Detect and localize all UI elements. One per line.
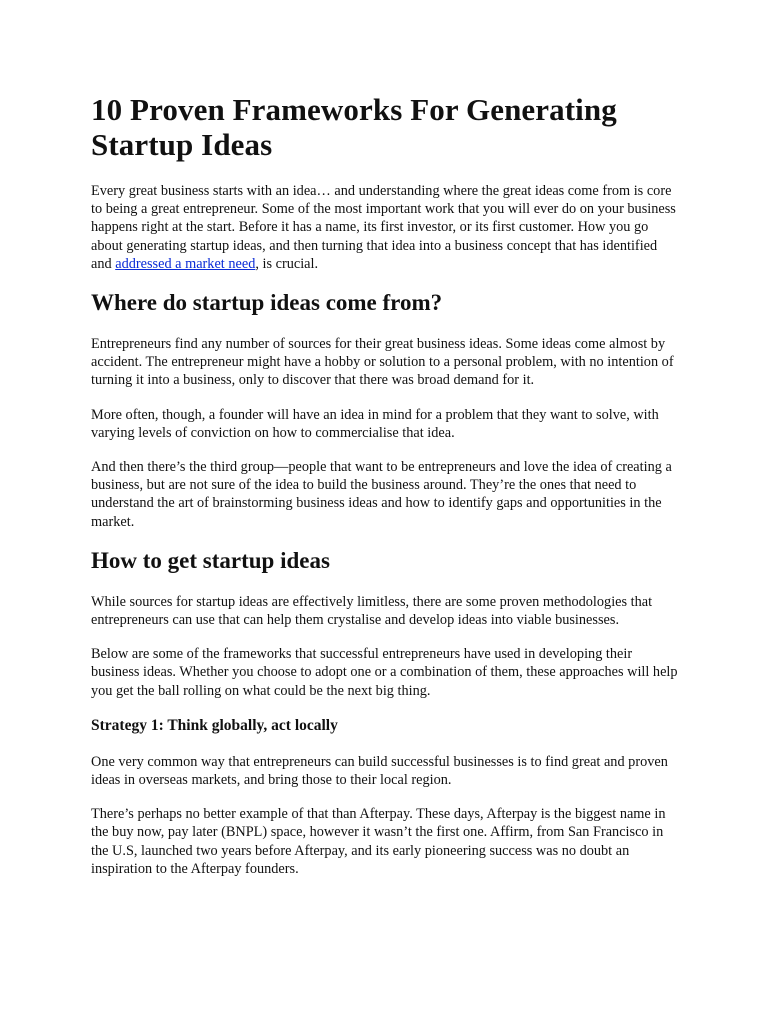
section1-paragraph: More often, though, a founder will have an idea in mind for a problem that they want to solve, with varying levels of conviction on how to commercialise that idea. <box>91 406 659 441</box>
intro-text-before-link: Every great business starts with an idea… and understanding where the great ideas come from is core to being a great entrepreneur. Some of the most important work that you will ever do on your business happens right at the start. Before it has a name, its first investor, or its first customer. How you go about generating startup ideas, and then turning that idea into a business concept that has identified and <box>91 183 676 272</box>
strategy-1-heading: Strategy 1: Think globally, act locally <box>91 716 338 734</box>
section-heading-where-ideas-come-from: Where do startup ideas come from? <box>91 290 443 316</box>
section2-paragraph: While sources for startup ideas are effectively limitless, there are some proven methodologies that entrepreneurs can use that can help them crystalise and develop ideas into viable businesses. <box>91 593 653 629</box>
intro-text-after-link: , is crucial. <box>255 255 319 272</box>
strategy1-paragraph: One very common way that entrepreneurs can build successful businesses is to find great and proven ideas in overseas markets, and bring those to their local region. <box>91 753 668 789</box>
market-need-link[interactable]: addressed a market need <box>115 255 256 272</box>
section-heading-how-to-get-ideas: How to get startup ideas <box>91 547 330 573</box>
section1-paragraph: Entrepreneurs find any number of sources for their great business ideas. Some ideas come almost by accident. The entrepreneur might have a hobby or solution to a personal problem, with no intention of turning it into a business, only to discover that there was broad demand for it. <box>91 336 674 389</box>
strategy1-paragraph: There’s perhaps no better example of that than Afterpay. These days, Afterpay is the biggest name in the buy now, pay later (BNPL) space, however it wasn’t the first one. Affirm, from San Francisco in the U.S, launched two years before Afterpay, and its early pioneering success was no doubt an inspiration to the Afterpay founders. <box>91 806 666 877</box>
section1-paragraph: And then there’s the third group—people that want to be entrepreneurs and love the idea of creating a business, but are not sure of the idea to build the business around. They’re the ones that need to understand the art of brainstorming business ideas and how to identify gaps and opportunities in the market. <box>91 459 672 530</box>
section2-paragraph: Below are some of the frameworks that successful entrepreneurs have used in developing their business ideas. Whether you choose to adopt one or a combination of them, these approaches will help you get the ball rolling on what could be the next big thing. <box>91 646 678 699</box>
intro-paragraph <box>91 182 680 273</box>
article-title: 10 Proven Frameworks For Generating Startup Ideas <box>91 92 617 162</box>
